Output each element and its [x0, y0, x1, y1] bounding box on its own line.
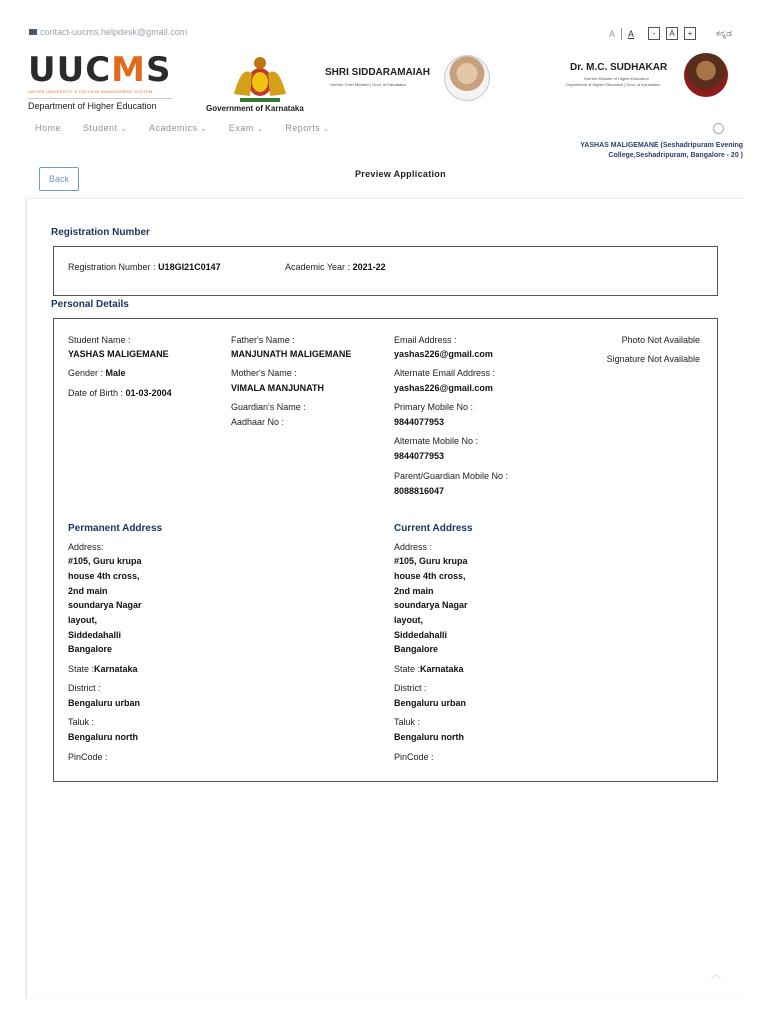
- logo-department: Department of Higher Education: [28, 98, 173, 111]
- permanent-address-line: soundarya Nagar: [68, 600, 142, 610]
- uucms-logo[interactable]: [28, 52, 173, 111]
- chevron-down-icon: ⌄: [120, 126, 127, 133]
- divider: [621, 28, 622, 40]
- alt-mobile: 9844077953: [394, 451, 445, 461]
- user-icon[interactable]: [713, 123, 724, 134]
- registration-number: Registration Number : U18GI21C0147: [68, 262, 221, 272]
- current-district: Bengaluru urban: [394, 698, 467, 708]
- current-address-line: layout,: [394, 615, 424, 625]
- parent-mobile: 8088816047: [394, 486, 445, 496]
- permanent-address-line: #105, Guru krupa: [68, 556, 142, 566]
- student-name: YASHAS MALIGEMANE: [68, 349, 169, 359]
- current-taluk-label: Taluk :: [394, 717, 421, 727]
- chevron-down-icon: ⌄: [200, 126, 207, 133]
- father-name-label: Father's Name :: [231, 335, 295, 345]
- current-pincode-label: PinCode :: [394, 752, 434, 762]
- primary-mobile-label: Primary Mobile No :: [394, 402, 474, 412]
- academic-year: Academic Year : 2021-22: [285, 262, 386, 272]
- permanent-state: State :Karnataka: [68, 664, 138, 674]
- cm-photo: [444, 55, 490, 101]
- email: yashas226@gmail.com: [394, 349, 493, 359]
- aadhaar-label: Aadhaar No :: [231, 417, 285, 427]
- karnataka-emblem-icon: [228, 54, 292, 104]
- guardian-name-label: Guardian's Name :: [231, 402, 306, 412]
- mother-name: VIMALA MANJUNATH: [231, 383, 324, 393]
- father-name: MANJUNATH MALIGEMANE: [231, 349, 352, 359]
- cm-name: SHRI SIDDARAMAIAH: [325, 67, 430, 78]
- scroll-to-top-icon[interactable]: ︿: [711, 970, 721, 981]
- current-address-label: Address :: [394, 542, 433, 552]
- current-address-line: house 4th cross,: [394, 571, 466, 581]
- permanent-district-label: District :: [68, 683, 101, 693]
- current-state: State :Karnataka: [394, 664, 464, 674]
- minister-department: Department of Higher Education | Govt. of Karnataka.: [566, 82, 661, 87]
- permanent-district: Bengaluru urban: [68, 698, 141, 708]
- current-address-line: 2nd main: [394, 586, 434, 596]
- permanent-address-line: 2nd main: [68, 586, 108, 596]
- permanent-address-title: Permanent Address: [68, 523, 163, 534]
- primary-mobile: 9844077953: [394, 417, 445, 427]
- photo-status: Photo Not Available: [621, 335, 700, 345]
- signature-status: Signature Not Available: [606, 354, 700, 364]
- chevron-down-icon: ⌄: [323, 126, 330, 133]
- registration-section-title: Registration Number: [51, 227, 150, 238]
- permanent-taluk-label: Taluk :: [68, 717, 95, 727]
- email-label: Email Address :: [394, 335, 457, 345]
- permanent-address-line: Bangalore: [68, 644, 113, 654]
- current-address-line: Bangalore: [394, 644, 439, 654]
- alt-email-label: Alternate Email Address :: [394, 368, 496, 378]
- accessibility-controls: [609, 27, 732, 40]
- student-name-label: Student Name :: [68, 335, 131, 345]
- minister-name: Dr. M.C. SUDHAKAR: [570, 62, 668, 73]
- alt-email: yashas226@gmail.com: [394, 383, 493, 393]
- mother-name-label: Mother's Name :: [231, 368, 297, 378]
- page-title: Preview Application: [355, 169, 446, 179]
- permanent-address-line: Siddedahalli: [68, 630, 122, 640]
- nav-academics[interactable]: Academics ⌄: [148, 123, 207, 133]
- nav-exam[interactable]: Exam ⌄: [228, 123, 264, 133]
- user-info: YASHAS MALIGEMANE (Seshadripuram Evening College,Seshadripuram, Bangalore - 20 ): [580, 142, 743, 159]
- helpdesk-email-link[interactable]: [29, 27, 187, 37]
- language-kannada-button[interactable]: ಕನ್ನಡ: [715, 28, 732, 38]
- permanent-address-line: layout,: [68, 615, 98, 625]
- nav-home[interactable]: Home: [35, 123, 62, 133]
- current-address-line: soundarya Nagar: [394, 600, 468, 610]
- current-district-label: District :: [394, 683, 427, 693]
- permanent-taluk: Bengaluru north: [68, 732, 138, 742]
- current-address-line: #105, Guru krupa: [394, 556, 468, 566]
- parent-mobile-label: Parent/Guardian Mobile No :: [394, 471, 509, 481]
- back-button[interactable]: Back: [39, 167, 79, 191]
- cm-title: Hon'ble Chief Minister | Govt. of Karnataka.: [330, 82, 407, 87]
- main-nav: [35, 123, 330, 133]
- nav-reports[interactable]: Reports ⌄: [285, 123, 330, 133]
- logo-wordmark: UUCMS: [28, 50, 172, 90]
- minister-title: Hon'ble Minister of Higher Education: [584, 76, 649, 81]
- font-increase-button[interactable]: +: [684, 27, 696, 40]
- helpdesk-email: contact-uucms.helpdesk@gmail.com: [40, 27, 188, 37]
- date-of-birth: Date of Birth : 01-03-2004: [68, 388, 172, 398]
- alt-mobile-label: Alternate Mobile No :: [394, 436, 479, 446]
- gender: Gender : Male: [68, 368, 126, 378]
- nav-student[interactable]: Student ⌄: [83, 123, 127, 133]
- personal-section-title: Personal Details: [51, 299, 129, 310]
- logo-tagline: UNITED UNIVERSITY & COLLEGE MANAGEMENT SYSTEM: [28, 89, 153, 94]
- current-address-line: Siddedahalli: [394, 630, 448, 640]
- government-label: Government of Karnataka: [206, 104, 304, 113]
- current-address-title: Current Address: [394, 523, 473, 534]
- current-taluk: Bengaluru north: [394, 732, 464, 742]
- permanent-address-line: house 4th cross,: [68, 571, 140, 581]
- permanent-address-label: Address:: [68, 542, 104, 552]
- font-normal-button[interactable]: A: [627, 28, 634, 39]
- font-reset-button[interactable]: A: [666, 27, 678, 40]
- font-decrease-button[interactable]: -: [648, 27, 660, 40]
- permanent-pincode-label: PinCode :: [68, 752, 108, 762]
- font-small-button[interactable]: A: [608, 28, 615, 39]
- mail-icon: [29, 29, 37, 35]
- chevron-down-icon: ⌄: [256, 126, 264, 133]
- minister-photo: [684, 53, 728, 97]
